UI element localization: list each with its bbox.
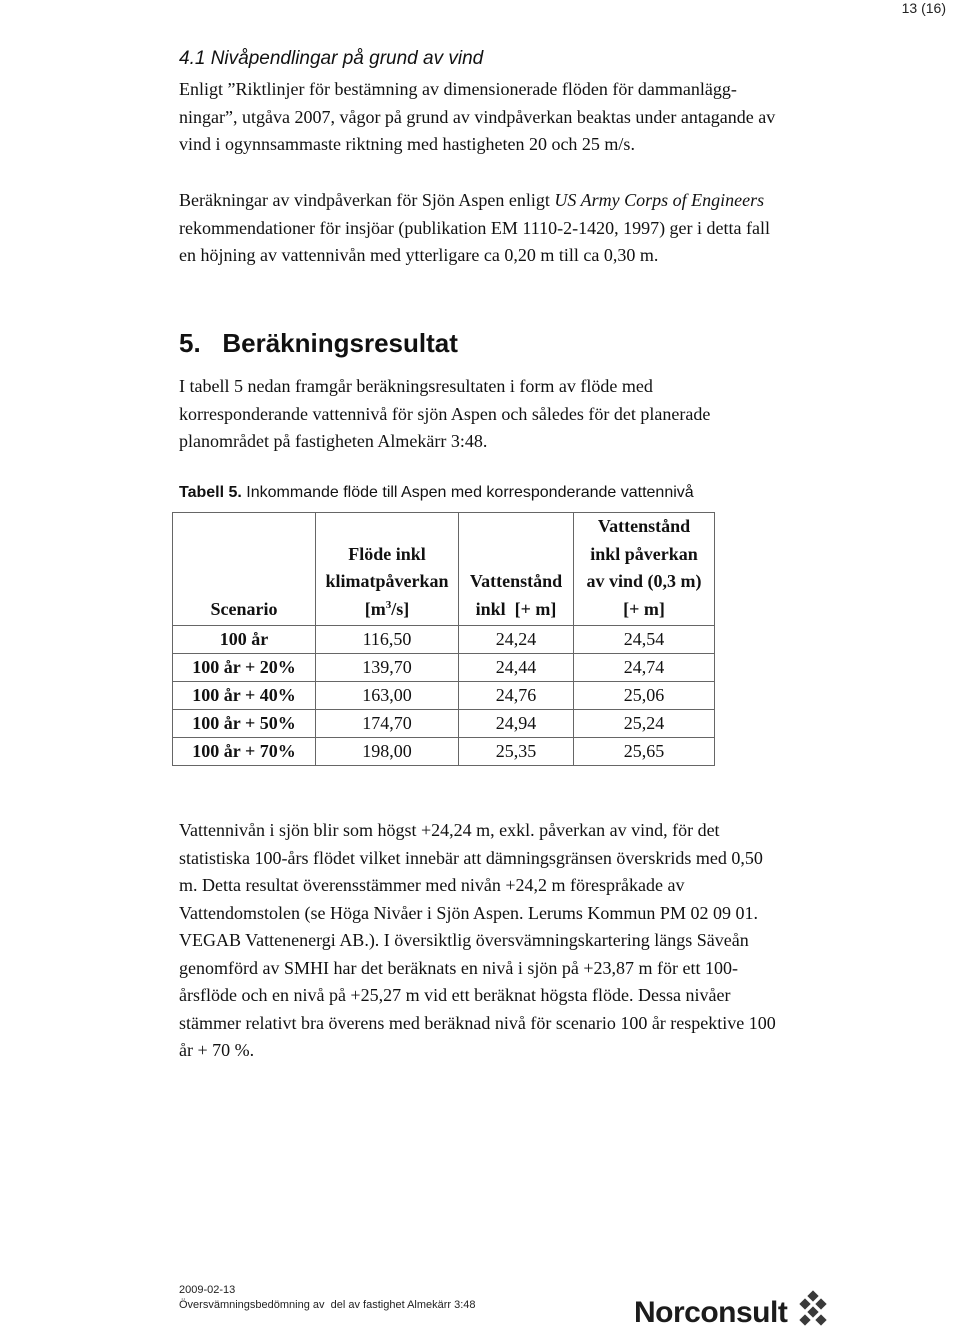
text-line: Beräkningar av vindpåverkan för Sjön Aspen enligt US Army Corps of Engineers xyxy=(179,190,765,210)
section-5-paragraph xyxy=(179,373,839,456)
header-scenario: Scenario xyxy=(173,513,316,626)
table-row xyxy=(173,654,715,682)
table-row xyxy=(173,626,715,654)
cell-flow: 163,00 xyxy=(316,682,459,710)
section-4-1-paragraph-1 xyxy=(179,76,839,159)
section-4-1-heading: 4.1 Nivåpendlingar på grund av vind xyxy=(179,48,484,69)
text-line: rekommendationer för insjöar (publikation EM 1110-2-1420, 1997) ger i detta fall xyxy=(179,217,771,238)
cell-level-wind: 25,06 xyxy=(574,682,715,710)
cell-scenario: 100 år + 40% xyxy=(173,682,316,710)
text-line: stämmer relativt bra överens med beräknad nivå för scenario 100 år respektive 100 xyxy=(179,1012,776,1033)
norconsult-diamond-logo-icon xyxy=(793,1290,833,1335)
text-line: korresponderande vattennivå för sjön Aspen och således för det planerade xyxy=(179,403,711,424)
header-water-level: Vattenstånd inkl [+ m] xyxy=(459,513,574,626)
text-line: Vattendomstolen (se Höga Nivåer i Sjön Aspen. Lerums Kommun PM 02 09 01. xyxy=(179,902,758,923)
footer-title: Översvämningsbedömning av del av fastighet Almekärr 3:48 xyxy=(179,1299,476,1311)
table-caption-text: Inkommande flöde till Aspen med korresponderande vattennivå xyxy=(241,484,694,501)
text-line: I tabell 5 nedan framgår beräkningsresultaten i form av flöde med xyxy=(179,376,653,396)
table-caption xyxy=(179,484,694,502)
cell-scenario: 100 år + 50% xyxy=(173,710,316,738)
cell-flow: 198,00 xyxy=(316,738,459,766)
header-water-level-wind: Vattenstånd inkl påverkan av vind (0,3 m) [+ m] xyxy=(574,513,715,626)
page-number: 13 (16) xyxy=(901,0,946,16)
cell-level: 24,24 xyxy=(459,626,574,654)
text-line: ningar”, utgåva 2007, vågor på grund av vindpåverkan beaktas under antagande av xyxy=(179,106,776,127)
text-line: Enligt ”Riktlinjer för bestämning av dimensionerade flöden för dammanlägg- xyxy=(179,79,737,99)
logo-wordmark: Norconsult xyxy=(634,1295,788,1329)
cell-level: 24,44 xyxy=(459,654,574,682)
cell-level: 24,76 xyxy=(459,682,574,710)
page-footer xyxy=(179,1283,476,1313)
text-line: VEGAB Vattenenergi AB.). I översiktlig översvämningskartering längs Säveån xyxy=(179,930,749,950)
company-logo xyxy=(634,1290,833,1335)
text-line: årsflöde och en nivå på +25,27 m vid ett beräknat högsta flöde. Dessa nivåer xyxy=(179,985,731,1005)
cell-scenario: 100 år xyxy=(173,626,316,654)
table-row xyxy=(173,682,715,710)
text-line: m. Detta resultat överensstämmer med nivån +24,2 m förespråkade av xyxy=(179,875,685,895)
cell-level: 24,94 xyxy=(459,710,574,738)
cell-flow: 116,50 xyxy=(316,626,459,654)
table-row xyxy=(173,738,715,766)
text-line: statistiska 100-års flödet vilket innebär att dämningsgränsen överskrids med 0,50 xyxy=(179,847,763,868)
cell-level-wind: 25,65 xyxy=(574,738,715,766)
italic-reference: US Army Corps of Engineers xyxy=(554,190,765,210)
text-line: Vattennivån i sjön blir som högst +24,24 m, exkl. påverkan av vind, för det xyxy=(179,820,720,840)
cell-scenario: 100 år + 20% xyxy=(173,654,316,682)
cell-level: 25,35 xyxy=(459,738,574,766)
text-line: år + 70 %. xyxy=(179,1040,255,1060)
footer-date: 2009-02-13 xyxy=(179,1284,236,1296)
cell-level-wind: 24,54 xyxy=(574,626,715,654)
text-line: planområdet på fastigheten Almekärr 3:48. xyxy=(179,431,488,451)
table-header-row xyxy=(173,513,715,626)
results-table xyxy=(172,512,715,766)
conclusion-paragraph xyxy=(179,817,839,1065)
cell-level-wind: 25,24 xyxy=(574,710,715,738)
table-caption-label: Tabell 5. xyxy=(179,484,242,501)
text-line: en höjning av vattennivån med ytterligare ca 0,20 m till ca 0,30 m. xyxy=(179,245,659,265)
cell-flow: 139,70 xyxy=(316,654,459,682)
text-line: vind i ogynnsammaste riktning med hastigheten 20 och 25 m/s. xyxy=(179,134,635,154)
cell-level-wind: 24,74 xyxy=(574,654,715,682)
cell-flow: 174,70 xyxy=(316,710,459,738)
table-row xyxy=(173,710,715,738)
section-5-heading: 5. Beräkningsresultat xyxy=(179,328,458,358)
section-4-1-paragraph-2 xyxy=(179,187,839,270)
text-line: genomförd av SMHI har det beräknats en nivå i sjön på +23,87 m för ett 100- xyxy=(179,957,739,978)
header-flow: Flöde inkl klimatpåverkan $[m^3/s]$ xyxy=(316,513,459,626)
cell-scenario: 100 år + 70% xyxy=(173,738,316,766)
